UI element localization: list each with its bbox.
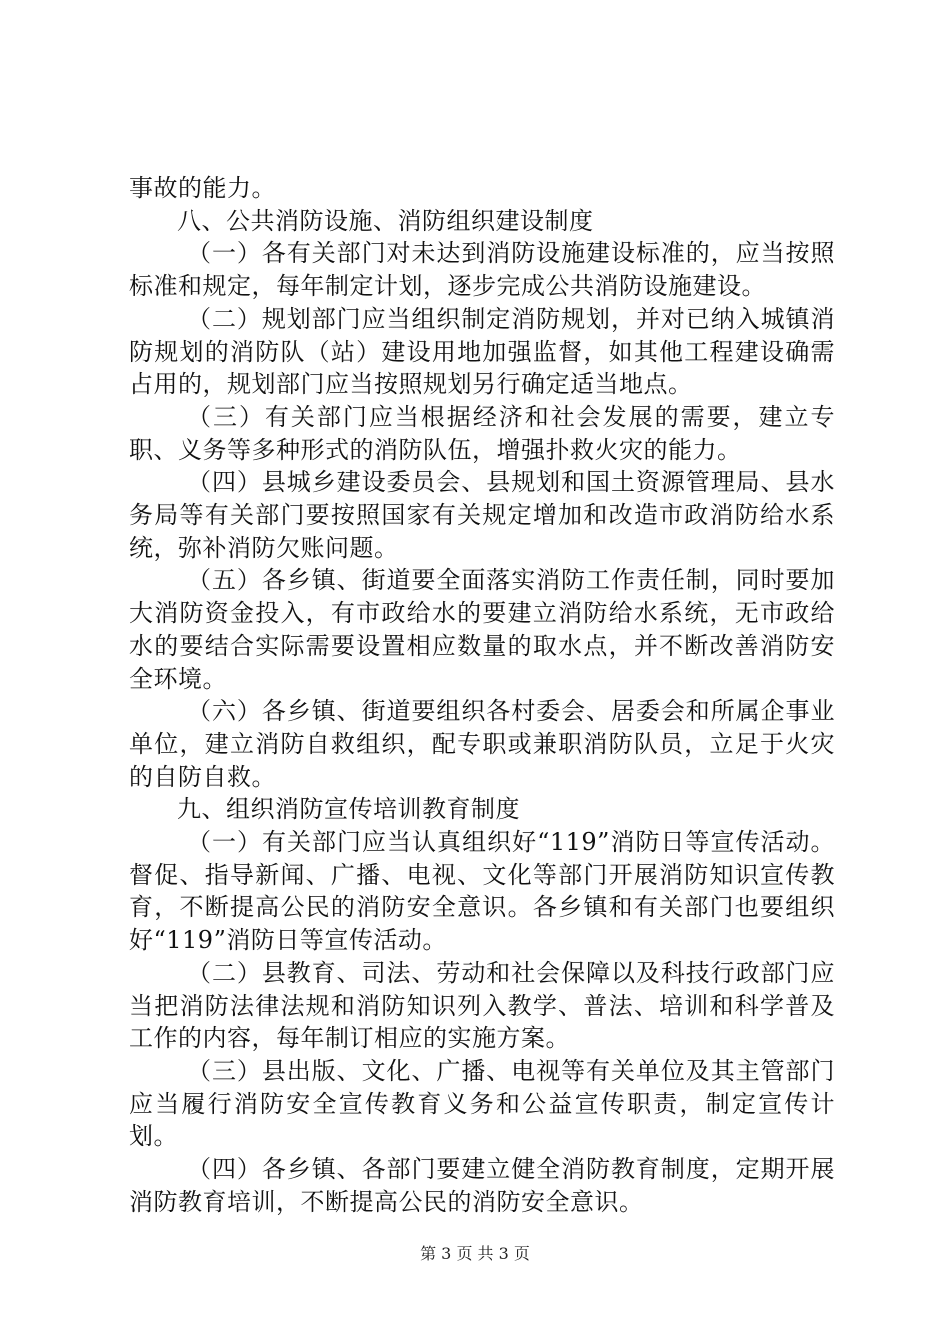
section-heading-9: 九、组织消防宣传培训教育制度 <box>177 795 520 824</box>
document-body <box>129 172 835 1219</box>
paragraph-8-3: （三）有关部门应当根据经济和社会发展的需要，建立专职、义务等多种形式的消防队伍，增强扑救火灾的能力。 <box>129 402 835 464</box>
paragraph-9-3: （三）县出版、文化、广播、电视等有关单位及其主管部门应当履行消防安全宣传教育义务和公益宣传职责，制定宣传计划。 <box>129 1056 835 1151</box>
paragraph-8-1: （一）各有关部门对未达到消防设施建设标准的，应当按照标准和规定，每年制定计划，逐步完成公共消防设施建设。 <box>129 239 835 301</box>
paragraph-continuation: 事故的能力。 <box>129 174 276 202</box>
paragraph-8-4: （四）县城乡建设委员会、县规划和国土资源管理局、县水务局等有关部门要按照国家有关规定增加和改造市政消防给水系统，弥补消防欠账问题。 <box>129 468 835 562</box>
paragraph-8-2: （二）规划部门应当组织制定消防规划，并对已纳入城镇消防规划的消防队（站）建设用地加强监督，如其他工程建设确需占用的，规划部门应当按照规划另行确定适当地点。 <box>129 304 835 399</box>
section-heading-8: 八、公共消防设施、消防组织建设制度 <box>177 206 594 235</box>
paragraph-9-4: （四）各乡镇、各部门要建立健全消防教育制度，定期开展消防教育培训，不断提高公民的消防安全意识。 <box>129 1155 835 1216</box>
paragraph-8-5: （五）各乡镇、街道要全面落实消防工作责任制，同时要加大消防资金投入，有市政给水的要建立消防给水系统，无市政给水的要结合实际需要设置相应数量的取水点，并不断改善消防安全环境。 <box>129 566 835 693</box>
paragraph-9-1: （一）有关部门应当认真组织好“119”消防日等宣传活动。督促、指导新闻、广播、电视、文化等部门开展消防知识宣传教育，不断提高公民的消防安全意识。各乡镇和有关部门也要组织好“119”消防日等宣传活动。 <box>129 828 835 955</box>
page-number-footer: 第 3 页 共 3 页 <box>420 1244 530 1263</box>
paragraph-8-6: （六）各乡镇、街道要组织各村委会、居委会和所属企事业单位，建立消防自救组织，配专职或兼职消防队员，立足于火灾的自防自救。 <box>129 697 835 791</box>
paragraph-9-2: （二）县教育、司法、劳动和社会保障以及科技行政部门应当把消防法律法规和消防知识列入教学、普法、培训和科学普及工作的内容，每年制订相应的实施方案。 <box>129 958 835 1053</box>
